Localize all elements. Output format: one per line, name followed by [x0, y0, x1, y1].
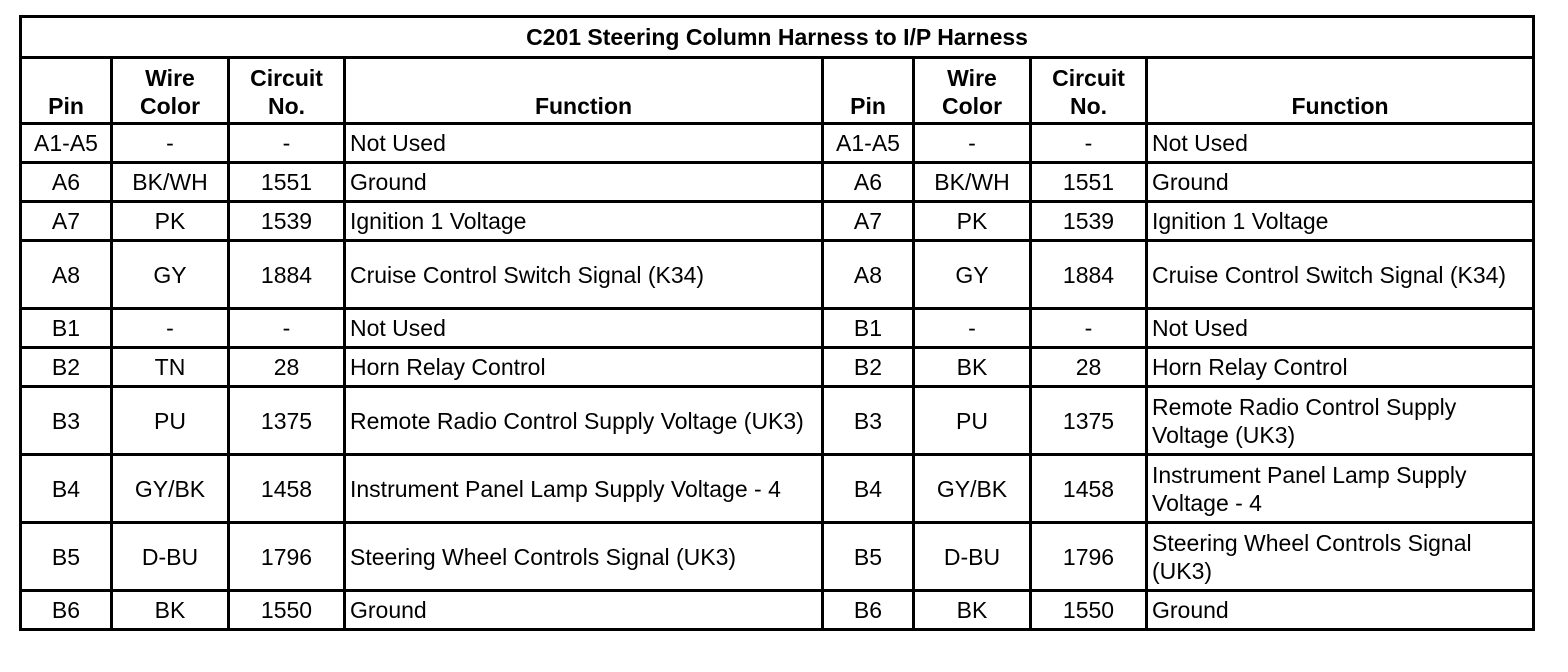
wire-color-cell: PK: [914, 202, 1031, 241]
header-circuit-no: Circuit No.: [229, 58, 345, 124]
circuit-cell: -: [229, 124, 345, 163]
function-cell: Ground: [1147, 163, 1534, 202]
pin-cell: B3: [823, 387, 914, 455]
pin-cell: A6: [21, 163, 112, 202]
pin-cell: B5: [823, 523, 914, 591]
circuit-cell: 28: [229, 348, 345, 387]
table-row: [21, 591, 1534, 630]
wire-color-cell: TN: [112, 348, 229, 387]
wire-color-cell: BK: [914, 591, 1031, 630]
circuit-cell: -: [1031, 124, 1147, 163]
function-cell: Horn Relay Control: [345, 348, 823, 387]
function-cell: Cruise Control Switch Signal (K34): [1147, 241, 1534, 309]
table-row: [21, 124, 1534, 163]
function-cell: Not Used: [345, 124, 823, 163]
function-cell: Cruise Control Switch Signal (K34): [345, 241, 823, 309]
wire-color-cell: GY/BK: [914, 455, 1031, 523]
pin-cell: B6: [21, 591, 112, 630]
function-cell: Instrument Panel Lamp Supply Voltage - 4: [1147, 455, 1534, 523]
circuit-cell: 1458: [229, 455, 345, 523]
circuit-cell: -: [229, 309, 345, 348]
pin-cell: B4: [823, 455, 914, 523]
header-row: [21, 58, 1534, 124]
circuit-cell: 1884: [1031, 241, 1147, 309]
pin-cell: A7: [823, 202, 914, 241]
pin-cell: A1-A5: [21, 124, 112, 163]
circuit-cell: 1550: [1031, 591, 1147, 630]
pin-cell: B2: [823, 348, 914, 387]
pin-cell: A6: [823, 163, 914, 202]
table-row: [21, 241, 1534, 309]
table-row: [21, 387, 1534, 455]
header-pin: Pin: [823, 58, 914, 124]
circuit-cell: 1458: [1031, 455, 1147, 523]
function-cell: Instrument Panel Lamp Supply Voltage - 4: [345, 455, 823, 523]
function-cell: Remote Radio Control Supply Voltage (UK3): [345, 387, 823, 455]
circuit-cell: 1539: [229, 202, 345, 241]
function-cell: Ground: [345, 163, 823, 202]
table-row: [21, 348, 1534, 387]
circuit-cell: 28: [1031, 348, 1147, 387]
wire-color-cell: GY: [112, 241, 229, 309]
table-row: [21, 309, 1534, 348]
circuit-cell: 1539: [1031, 202, 1147, 241]
pin-cell: B4: [21, 455, 112, 523]
wire-color-cell: PK: [112, 202, 229, 241]
circuit-cell: 1796: [1031, 523, 1147, 591]
wire-color-cell: D-BU: [112, 523, 229, 591]
circuit-cell: 1375: [1031, 387, 1147, 455]
pin-cell: B5: [21, 523, 112, 591]
wire-color-cell: -: [914, 309, 1031, 348]
pin-cell: A7: [21, 202, 112, 241]
pin-cell: B1: [823, 309, 914, 348]
circuit-cell: -: [1031, 309, 1147, 348]
wire-color-cell: -: [112, 309, 229, 348]
wire-color-cell: PU: [914, 387, 1031, 455]
table-row: [21, 163, 1534, 202]
pin-cell: A1-A5: [823, 124, 914, 163]
table-row: [21, 523, 1534, 591]
header-pin: Pin: [21, 58, 112, 124]
wire-color-cell: -: [112, 124, 229, 163]
wire-color-cell: BK: [112, 591, 229, 630]
table-title: C201 Steering Column Harness to I/P Harness: [21, 17, 1534, 58]
header-function: Function: [1147, 58, 1534, 124]
wire-color-cell: GY: [914, 241, 1031, 309]
circuit-cell: 1550: [229, 591, 345, 630]
function-cell: Not Used: [1147, 124, 1534, 163]
function-cell: Steering Wheel Controls Signal (UK3): [1147, 523, 1534, 591]
header-circuit-no: Circuit No.: [1031, 58, 1147, 124]
function-cell: Not Used: [1147, 309, 1534, 348]
function-cell: Ignition 1 Voltage: [345, 202, 823, 241]
function-cell: Ground: [345, 591, 823, 630]
header-wire-color: Wire Color: [112, 58, 229, 124]
function-cell: Not Used: [345, 309, 823, 348]
function-cell: Steering Wheel Controls Signal (UK3): [345, 523, 823, 591]
header-function: Function: [345, 58, 823, 124]
function-cell: Ignition 1 Voltage: [1147, 202, 1534, 241]
wire-color-cell: BK/WH: [112, 163, 229, 202]
wire-color-cell: -: [914, 124, 1031, 163]
circuit-cell: 1551: [1031, 163, 1147, 202]
wire-color-cell: PU: [112, 387, 229, 455]
pin-cell: B6: [823, 591, 914, 630]
circuit-cell: 1796: [229, 523, 345, 591]
wire-color-cell: BK/WH: [914, 163, 1031, 202]
wire-color-cell: BK: [914, 348, 1031, 387]
pin-cell: A8: [21, 241, 112, 309]
connector-table: [19, 15, 1535, 631]
header-wire-color: Wire Color: [914, 58, 1031, 124]
function-cell: Remote Radio Control Supply Voltage (UK3): [1147, 387, 1534, 455]
pin-cell: B2: [21, 348, 112, 387]
circuit-cell: 1375: [229, 387, 345, 455]
circuit-cell: 1884: [229, 241, 345, 309]
circuit-cell: 1551: [229, 163, 345, 202]
pin-cell: A8: [823, 241, 914, 309]
pin-cell: B3: [21, 387, 112, 455]
table-row: [21, 202, 1534, 241]
wire-color-cell: GY/BK: [112, 455, 229, 523]
function-cell: Ground: [1147, 591, 1534, 630]
table-row: [21, 455, 1534, 523]
pin-cell: B1: [21, 309, 112, 348]
function-cell: Horn Relay Control: [1147, 348, 1534, 387]
wire-color-cell: D-BU: [914, 523, 1031, 591]
